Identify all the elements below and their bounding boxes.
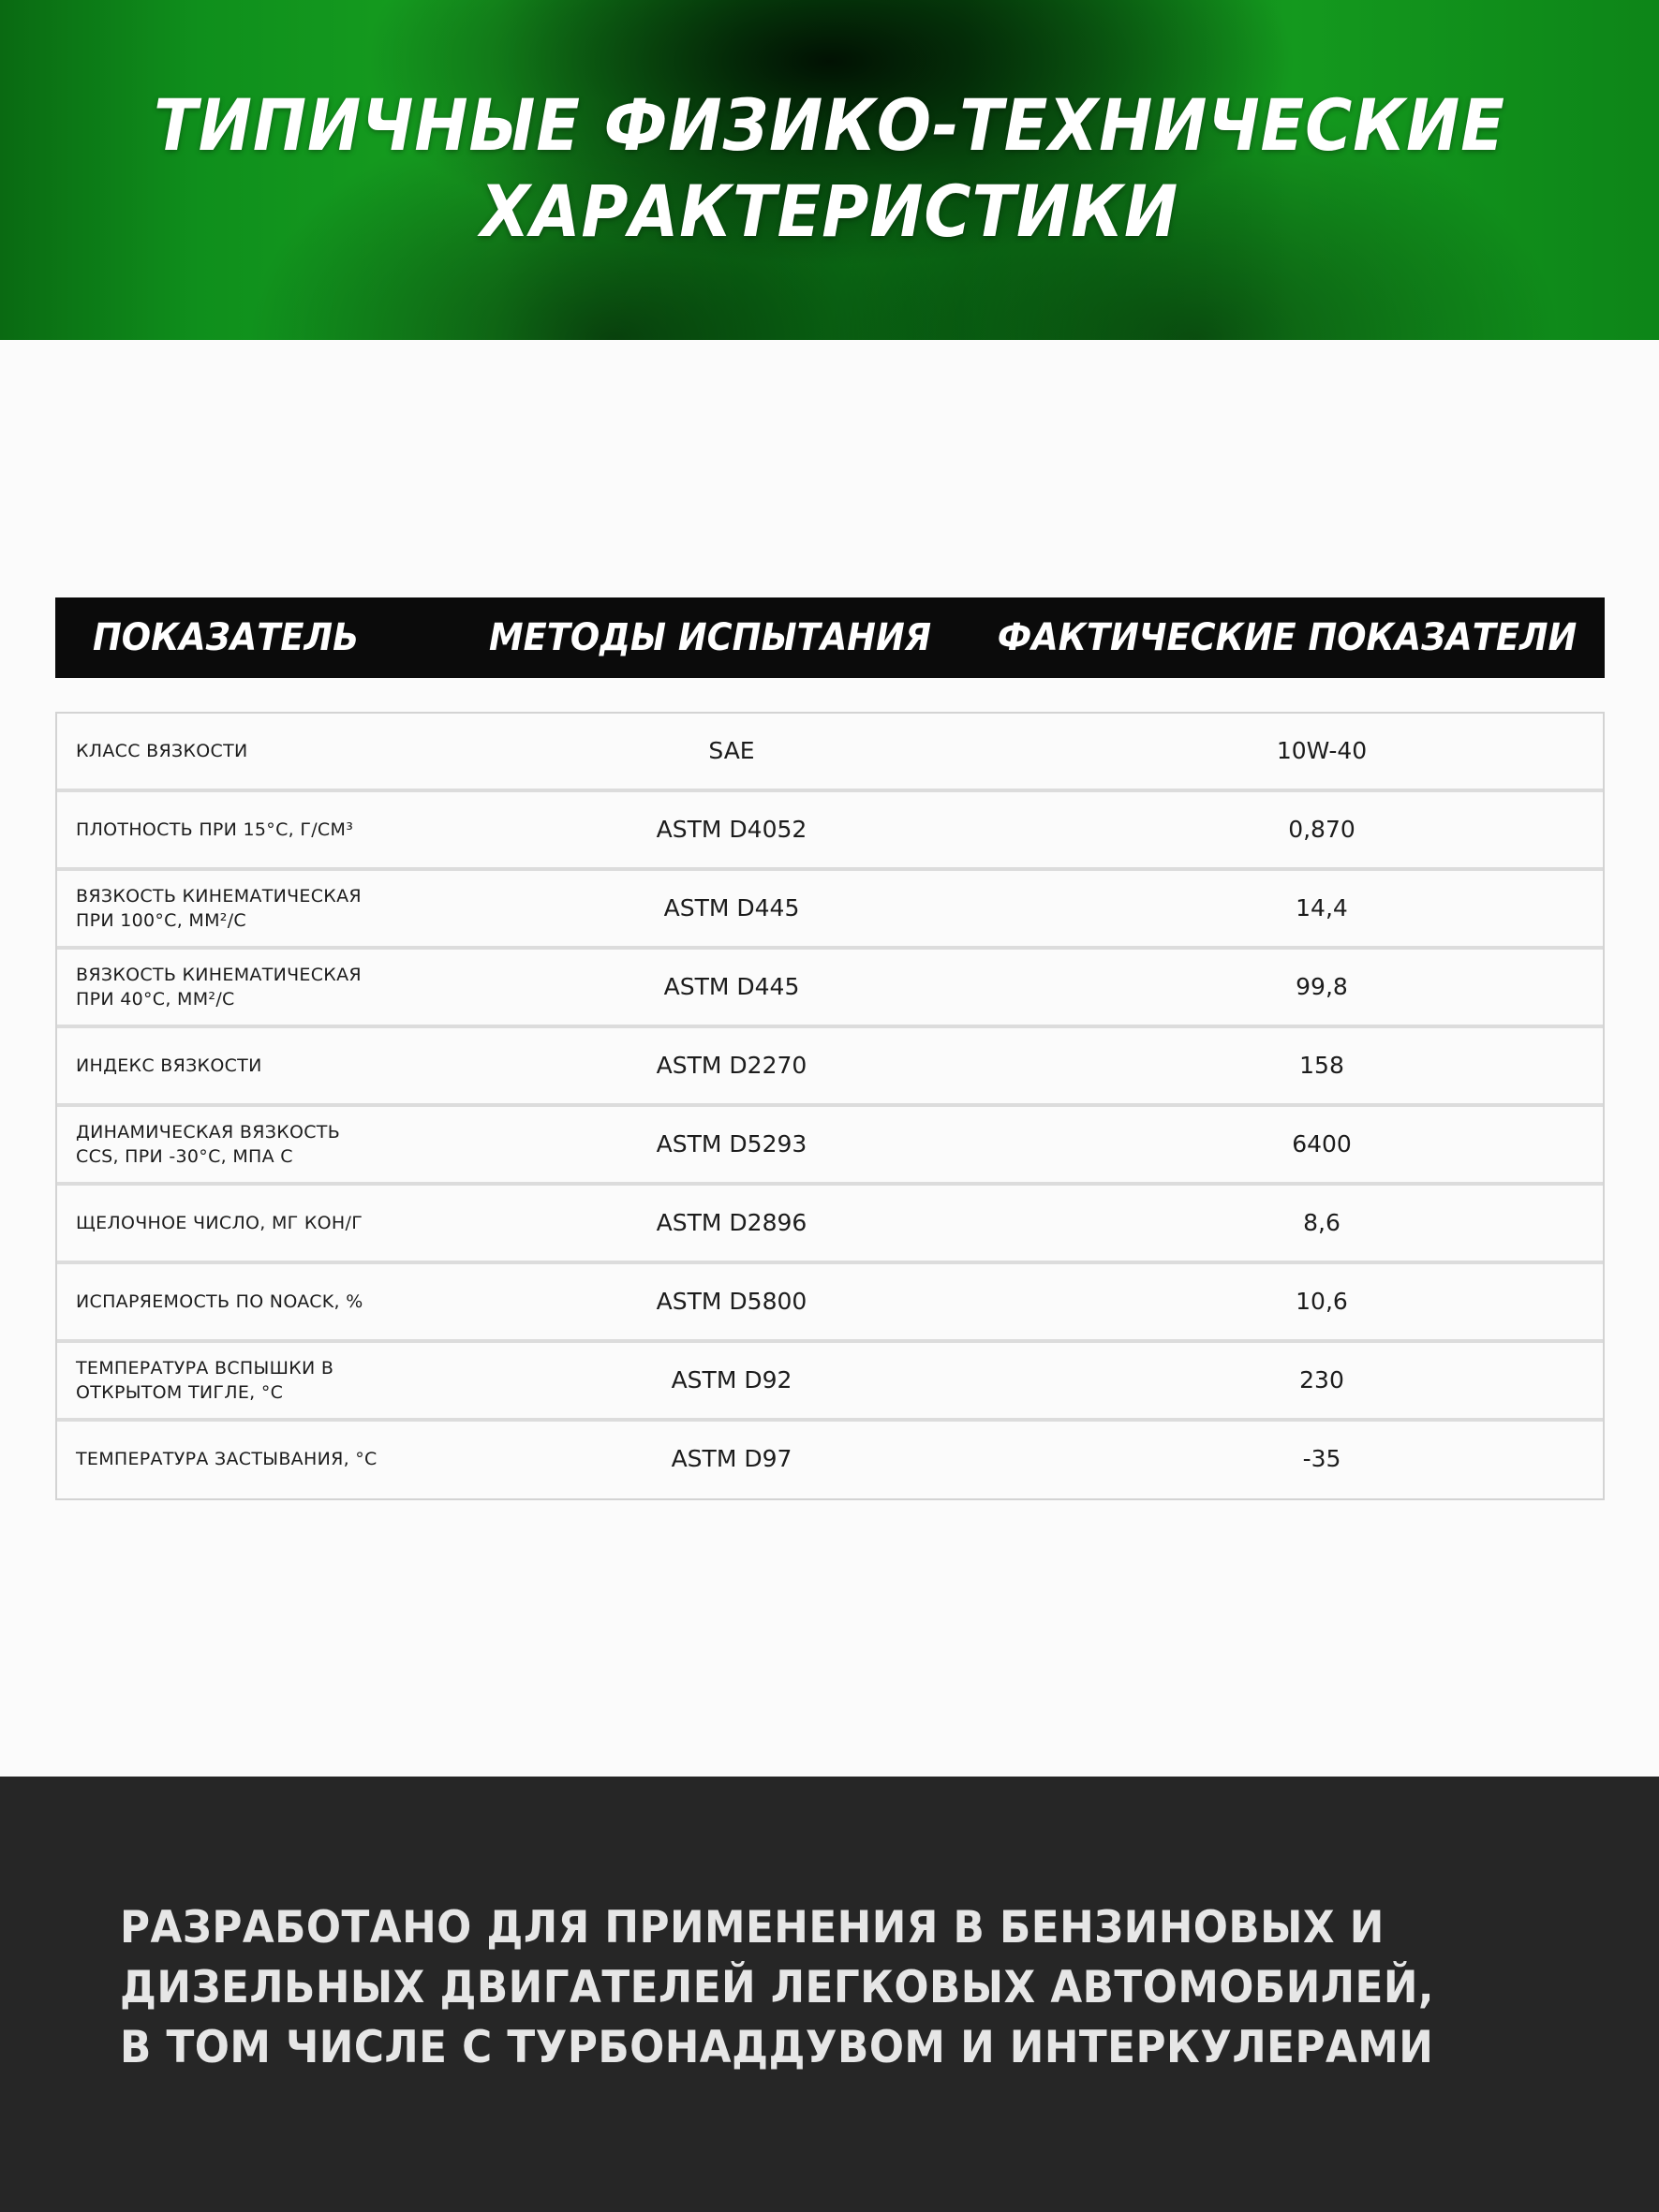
row-method: ASTM D2270: [656, 1052, 807, 1079]
row-indicator: ИНДЕКС ВЯЗКОСТИ: [76, 1055, 262, 1076]
row-value: 8,6: [1303, 1209, 1341, 1236]
row-value: 230: [1299, 1366, 1344, 1394]
row-method: ASTM D4052: [656, 816, 807, 843]
row-value: 10,6: [1296, 1288, 1348, 1315]
page-title: [83, 82, 1577, 255]
row-method: ASTM D2896: [656, 1209, 807, 1236]
header-method: МЕТОДЫ ИСПЫТАНИЯ: [489, 616, 932, 659]
page-title-line-1: ТИПИЧНЫЕ ФИЗИКО-ТЕХНИЧЕСКИЕ: [154, 83, 1505, 167]
row-value: 14,4: [1296, 894, 1348, 922]
header-value: ФАКТИЧЕСКИЕ ПОКАЗАТЕЛИ: [997, 616, 1577, 659]
row-value: 6400: [1292, 1130, 1352, 1158]
row-indicator: ВЯЗКОСТЬ КИНЕМАТИЧЕСКАЯ ПРИ 100°С, ММ²/С: [76, 886, 362, 931]
description-line-3: В ТОМ ЧИСЛЕ С ТУРБОНАДДУВОМ И ИНТЕРКУЛЕРАМИ: [120, 2022, 1434, 2073]
description-line-1: РАЗРАБОТАНО ДЛЯ ПРИМЕНЕНИЯ В БЕНЗИНОВЫХ И: [120, 1902, 1385, 1954]
application-description: [120, 1898, 1479, 2078]
row-indicator: ТЕМПЕРАТУРА ВСПЫШКИ В ОТКРЫТОМ ТИГЛЕ, °С: [76, 1358, 334, 1403]
table-row: [57, 1107, 1603, 1186]
table-row: [57, 1186, 1603, 1264]
table-header: [55, 597, 1605, 678]
row-indicator: ВЯЗКОСТЬ КИНЕМАТИЧЕСКАЯ ПРИ 40°С, ММ²/С: [76, 965, 362, 1010]
row-method: ASTM D97: [671, 1445, 792, 1472]
row-indicator: КЛАСС ВЯЗКОСТИ: [76, 741, 248, 761]
table-row: [57, 1343, 1603, 1422]
header-indicator: ПОКАЗАТЕЛЬ: [93, 616, 360, 659]
row-indicator: ЩЕЛОЧНОЕ ЧИСЛО, МГ КОН/Г: [76, 1213, 363, 1233]
row-indicator: ПЛОТНОСТЬ ПРИ 15°С, Г/СМ³: [76, 819, 354, 840]
row-indicator: ДИНАМИЧЕСКАЯ ВЯЗКОСТЬ CCS, ПРИ -30°С, МПА С: [76, 1122, 341, 1167]
table-row: [57, 871, 1603, 950]
row-method: ASTM D5293: [656, 1130, 807, 1158]
description-line-2: ДИЗЕЛЬНЫХ ДВИГАТЕЛЕЙ ЛЕГКОВЫХ АВТОМОБИЛЕЙ,: [120, 1962, 1434, 2013]
header-banner: [0, 0, 1659, 340]
row-value: 10W-40: [1276, 737, 1368, 764]
footer-panel: [0, 1777, 1659, 2212]
table-row: [57, 1264, 1603, 1343]
row-value: -35: [1302, 1445, 1341, 1472]
row-method: ASTM D445: [663, 894, 800, 922]
table-row: [57, 1028, 1603, 1107]
row-method: SAE: [708, 737, 755, 764]
row-method: ASTM D445: [663, 973, 800, 1000]
table-row: [57, 950, 1603, 1028]
row-method: ASTM D92: [671, 1366, 792, 1394]
row-value: 99,8: [1296, 973, 1348, 1000]
table-row: [57, 792, 1603, 871]
row-method: ASTM D5800: [656, 1288, 807, 1315]
row-value: 158: [1299, 1052, 1344, 1079]
row-indicator: ИСПАРЯЕМОСТЬ ПО NOACK, %: [76, 1291, 363, 1312]
table-row: [57, 1422, 1603, 1498]
row-indicator: ТЕМПЕРАТУРА ЗАСТЫВАНИЯ, °С: [76, 1449, 378, 1469]
row-value: 0,870: [1288, 816, 1355, 843]
specs-table: [55, 712, 1605, 1500]
table-row: [57, 714, 1603, 792]
page-title-line-2: ХАРАКТЕРИСТИКИ: [480, 170, 1179, 253]
